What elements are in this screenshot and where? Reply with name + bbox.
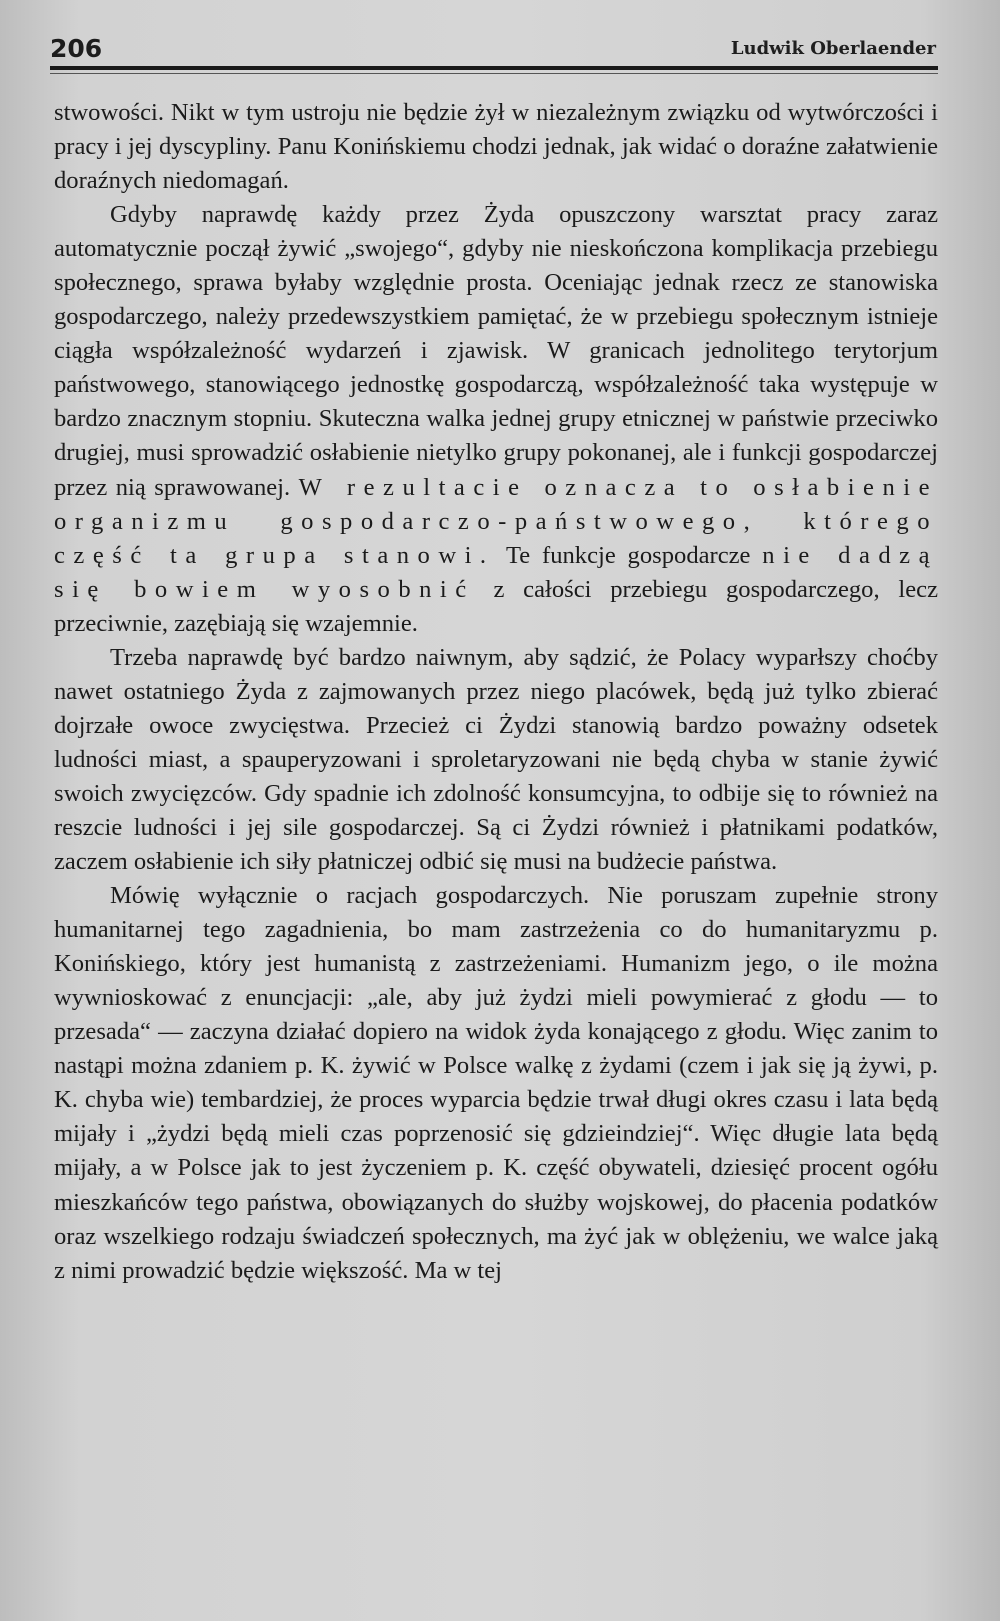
body-text xyxy=(54,96,938,1288)
paragraph-2-text-c: z całości przebiegu gospodarczego, lecz przeciwnie, zazębiają się wzajemnie. xyxy=(54,575,938,637)
paragraph-4-text: Mówię wyłącznie o racjach gospodarczych. Nie poruszam zupełnie strony humanitarnej tego zagadnienia, bo mam zastrzeżenia co do humanitaryzmu p. Konińskiego, który jest humanistą z zastrzeżeniami. Humanizm jego, o ile można wywnioskować z enuncjacji: „ale, aby już żydzi mieli powymierać z głodu — to przesada“ — zaczyna działać dopiero na widok żyda konającego z głodu. Więc zanim to nastąpi można zdaniem p. K. żywić w Polsce walkę z żydami (czem i jak się ją żywi, p. K. chyba wie) tembardziej, że proces wyparcia będzie trwał długi okres czasu i lata będą mijały i „żydzi będą mieli czas poprzenosić się gdzieindziej“. Więc długie lata będą mijały, a w Polsce jak to jest życzeniem p. K. część obywateli, dziesięć procent ogółu mieszkańców tego państwa, obowiązanych do służby wojskowej, do płacenia podatków oraz wszelkiego rodzaju świadczeń społecznych, ma żyć jak w oblężeniu, we walce jaką z nimi prowadzić będzie większość. Ma w tej xyxy=(54,882,938,1284)
page-number: 206 xyxy=(50,34,103,63)
paragraph-2-emphasis-a: W rezultacie oznacza to osłabienie organizmu gospodarczo-państwowego, którego część ta grupa stanowi. xyxy=(54,473,938,569)
running-head: Ludwik Oberlaender xyxy=(730,38,936,59)
paragraph-2-emphasis-b: nie dadzą się bowiem wyosobnić xyxy=(54,541,938,603)
paragraph-2 xyxy=(54,198,938,641)
paragraph-1-text: stwowości. Nikt w tym ustroju nie będzie żył w niezależnym związku od wytwórczości i pracy i jej dyscypliny. Panu Konińskiemu chodzi jednak, jak widać o doraźne załatwienie doraźnych niedomagań. xyxy=(54,99,938,195)
paragraph-2-text-a: Gdyby naprawdę każdy przez Żyda opuszczony warsztat pracy zaraz automatycznie począł żywić „swojego“, gdyby nie nieskończona komplikacja przebiegu społecznego, sprawa byłaby względnie prosta. Oceniając jednak rzecz ze stanowiska gospodarczego, należy przedewszystkiem pamiętać, że w przebiegu społecznym istnieje ciągła współzależność wydarzeń i zjawisk. W granicach jednolitego terytorjum państwowego, stanowiącego jednostkę gospodarczą, współzależność taka występuje w bardzo znacznym stopniu. Skuteczna walka jednej grupy etnicznej w państwie przeciwko drugiej, musi sprowadzić osłabienie nietylko grupy pokonanej, ale i funkcji gospodarczej przez nią sprawowanej. xyxy=(54,201,938,501)
header-rule-thin xyxy=(50,73,938,74)
page-header xyxy=(50,30,940,66)
header-rule xyxy=(50,66,938,70)
paragraph-4 xyxy=(54,879,938,1288)
paragraph-1 xyxy=(54,96,938,198)
paragraph-3-text: Trzeba naprawdę być bardzo naiwnym, aby sądzić, że Polacy wyparłszy choćby nawet ostatniego Żyda z zajmowanych przez niego placówek, będą już tylko zbierać dojrzałe owoce zwycięstwa. Przecież ci Żydzi stanowią bardzo poważny odsetek ludności miast, a spauperyzowani i sproletaryzowani nie będą chyba w stanie żywić swoich zwycięzców. Gdy spadnie ich zdolność konsumcyjna, to odbije się to również na reszcie ludności i jej sile gospodarczej. Są ci Żydzi również i płatnikami podatków, zaczem osłabienie ich siły płatniczej odbić się musi na budżecie państwa. xyxy=(54,643,938,876)
paragraph-2-text-b: Te funkcje gospodarcze xyxy=(494,541,763,569)
paragraph-3 xyxy=(54,641,938,879)
